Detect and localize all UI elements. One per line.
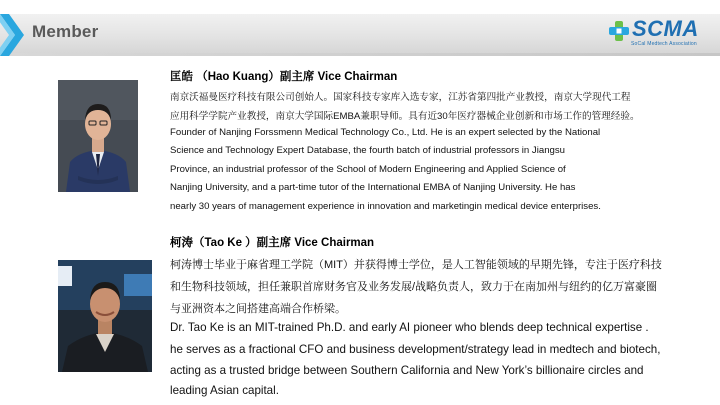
member-bio-en-line: Science and Technology Expert Database, the fourth batch of industrial professors in Jiangsu xyxy=(170,145,566,156)
member-photo-hao-kuang xyxy=(58,80,138,192)
member-bio-en-line: Founder of Nanjing Forssmenn Medical Technology Co., Ltd. He is an expert selected by the National xyxy=(170,127,601,138)
member-bio-cn-line: 应用科学学院产业教授，南京大学国际EMBA兼职导师。具有近30年医疗器械企业创新和市场工作的管理经验。 xyxy=(170,111,640,122)
page-title: Member xyxy=(32,22,99,41)
member-bio-en-line: nearly 30 years of management experience in innovation and marketingin medical device enterprises. xyxy=(170,201,601,212)
member-bio-en-line: acting as a trusted bridge between Southern California and New York’s billionaire circles and xyxy=(170,364,644,377)
member-bio-cn-line: 南京沃福曼医疗科技有限公司创始人。国家科技专家库入选专家，江苏省第四批产业教授，南京大学现代工程 xyxy=(170,92,631,103)
member-bio-en-line: Nanjing University, and a part-time tutor of the International EMBA of Nanjing University. He has xyxy=(170,182,576,193)
chevron-right-icon xyxy=(0,14,30,56)
member-bio-en-line: leading Asian capital. xyxy=(170,384,279,397)
member-bio-en-line: Dr. Tao Ke is an MIT-trained Ph.D. and early AI pioneer who blends deep technical expertise . xyxy=(170,321,649,334)
logo-wordmark: SCMA xyxy=(632,16,699,41)
member-name: 柯涛（Tao Ke ）副主席 Vice Chairman xyxy=(170,237,375,249)
member-bio-cn-line: 与亚洲资本之间搭建高端合作桥梁。 xyxy=(170,303,346,315)
logo-tagline: SoCal Medtech Association xyxy=(631,41,697,47)
member-bio-en-line: Province, an industrial professor of the School of Modern Engineering and Applied Science of xyxy=(170,164,566,175)
member-bio-en-line: he serves as a fractional CFO and business development/strategy lead in medtech and biotech, xyxy=(170,343,661,356)
member-name: 匡皓 （Hao Kuang）副主席 Vice Chairman xyxy=(170,71,398,83)
member-bio-cn-line: 柯涛博士毕业于麻省理工学院（MIT）并获得博士学位，是人工智能领域的早期先锋，专注于医疗科技 xyxy=(170,259,662,271)
medical-cross-icon xyxy=(608,20,630,42)
member-bio-cn-line: 和生物科技领域，担任兼职首席财务官及业务发展/战略负责人，致力于在南加州与纽约的亿万富豪圈 xyxy=(170,281,658,293)
scma-logo xyxy=(608,16,699,51)
member-photo-tao-ke xyxy=(58,260,152,372)
